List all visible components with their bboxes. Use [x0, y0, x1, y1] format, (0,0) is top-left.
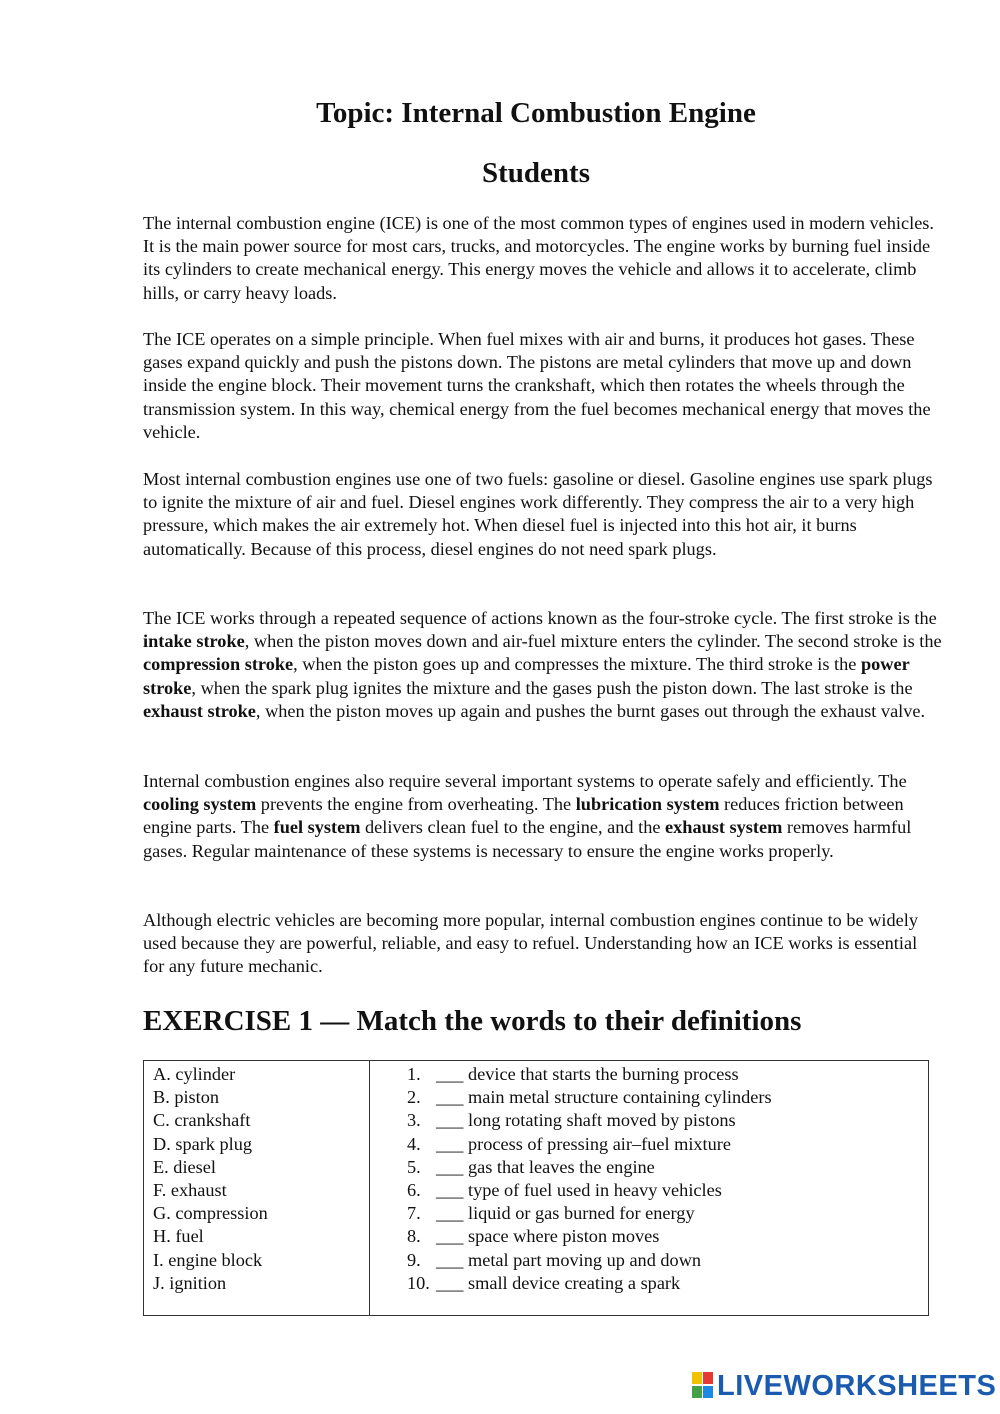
text-run: Internal combustion engines also require several important systems to operate safely and efficiently. The — [143, 771, 907, 791]
word-item: I. engine block — [153, 1249, 263, 1270]
definition-number: 8. — [407, 1226, 421, 1247]
text-run: prevents the engine from overheating. The — [256, 794, 576, 815]
definition-text: ___ long rotating shaft moved by pistons — [436, 1110, 736, 1131]
definition-item[interactable] — [407, 1225, 928, 1248]
word-item: E. diesel — [153, 1156, 216, 1177]
matching-table — [143, 1060, 929, 1316]
principle-paragraph — [143, 328, 943, 444]
text-run: The internal combustion engine (ICE) is one of the most common types of engines used in modern vehicles. It is the main power source for most cars, trucks, and motorcycles. The engine works by burning fuel inside its cylinders to create mechanical energy. This energy moves the vehicle and allows it to accelerate, climb hills, or carry heavy loads. — [143, 213, 934, 303]
page-title: Topic: Internal Combustion Engine — [316, 97, 756, 129]
definition-item[interactable] — [407, 1109, 928, 1132]
definition-number: 10. — [407, 1272, 430, 1293]
text-run: , when the piston moves down and air-fuel mixture enters the cylinder. The second stroke is the — [244, 631, 942, 652]
word-item: B. piston — [153, 1087, 220, 1108]
text-run: Most internal combustion engines use one of two fuels: gasoline or diesel. Gasoline engines use spark plugs to ignite the mixture of air and fuel. Diesel engines work differently. They compress the air to a very high pressure, which makes the air extremely hot. When diesel fuel is injected into this hot air, it burns automatically. Because of this process, diesel engines do not need spark plugs. — [143, 469, 933, 559]
definition-item[interactable] — [407, 1272, 928, 1295]
text-run: The ICE operates on a simple principle. When fuel mixes with air and burns, it produces hot gases. These gases expand quickly and push the pistons down. The pistons are metal cylinders that move up and down inside the engine block. Their movement turns the crankshaft, which then rotates the wheels through the transmission system. In this way, chemical energy from the fuel becomes mechanical energy that moves the vehicle. — [143, 329, 931, 442]
bold-term: cooling system — [143, 794, 257, 815]
definition-item[interactable] — [407, 1202, 928, 1225]
bold-term: compression stroke — [143, 654, 294, 675]
intro-paragraph — [143, 212, 943, 305]
logo-text: LIVEWORKSHEETS — [717, 1370, 997, 1402]
definition-text: ___ type of fuel used in heavy vehicles — [436, 1179, 722, 1200]
definition-text: ___ small device creating a spark — [436, 1272, 681, 1293]
bold-term: exhaust system — [665, 817, 783, 838]
definition-item[interactable] — [407, 1086, 928, 1109]
liveworksheets-logo[interactable] — [692, 1371, 996, 1401]
definition-text: ___ liquid or gas burned for energy — [436, 1203, 695, 1224]
exercise-1-heading: EXERCISE 1 — Match the words to their definitions — [143, 1005, 802, 1037]
definition-item[interactable] — [407, 1063, 928, 1086]
definitions-column — [370, 1061, 928, 1315]
definition-text: ___ gas that leaves the engine — [436, 1156, 655, 1177]
text-run: removes harmful gases. Regular maintenance of these systems is necessary to ensure the engine works properly. — [143, 817, 912, 861]
bold-term: power stroke — [143, 654, 910, 698]
word-item: H. fuel — [153, 1226, 204, 1247]
word-item: G. compression — [153, 1203, 268, 1224]
text-run: , when the spark plug ignites the mixture and the gases push the piston down. The last stroke is the — [191, 677, 913, 698]
definition-number: 6. — [407, 1179, 421, 1200]
text-run: , when the piston moves up again and pushes the burnt gases out through the exhaust valve. — [255, 700, 926, 721]
text-run: , when the piston goes up and compresses the mixture. The third stroke is the — [293, 654, 861, 675]
bold-term: exhaust stroke — [143, 700, 256, 721]
definition-item[interactable] — [407, 1179, 928, 1202]
text-run: reduces friction between engine parts. The — [143, 794, 904, 838]
word-item: F. exhaust — [153, 1179, 227, 1200]
definition-number: 2. — [407, 1087, 421, 1108]
definition-text: ___ main metal structure containing cylinders — [436, 1087, 772, 1108]
bold-term: intake stroke — [143, 631, 245, 652]
definition-number: 1. — [407, 1064, 421, 1084]
definition-number: 4. — [407, 1133, 421, 1154]
word-item: J. ignition — [153, 1272, 227, 1293]
conclusion-paragraph — [143, 909, 943, 979]
definition-item[interactable] — [407, 1156, 928, 1179]
definition-number: 5. — [407, 1156, 421, 1177]
words-column — [144, 1061, 370, 1315]
systems-paragraph — [143, 770, 943, 863]
liveworksheets-logo-icon — [692, 1372, 714, 1400]
definition-item[interactable] — [407, 1249, 928, 1272]
word-item: C. crankshaft — [153, 1110, 251, 1131]
bold-term: lubrication system — [575, 794, 720, 815]
definition-number: 7. — [407, 1203, 421, 1224]
word-item: D. spark plug — [153, 1133, 253, 1154]
fuels-paragraph — [143, 468, 943, 561]
page-subtitle: Students — [482, 157, 590, 189]
definition-text: ___ metal part moving up and down — [436, 1249, 702, 1270]
definition-item[interactable] — [407, 1133, 928, 1156]
definition-number: 3. — [407, 1110, 421, 1131]
bold-term: fuel system — [273, 817, 361, 838]
definition-text: ___ device that starts the burning process — [436, 1064, 739, 1084]
four-stroke-paragraph — [143, 607, 943, 723]
definition-number: 9. — [407, 1249, 421, 1270]
text-run: Although electric vehicles are becoming more popular, internal combustion engines continue to be widely used because they are powerful, reliable, and easy to refuel. Understanding how an ICE works is essential for any future mechanic. — [143, 910, 918, 977]
word-item: A. cylinder — [153, 1064, 236, 1084]
text-run: The ICE works through a repeated sequence of actions known as the four-stroke cycle. The first stroke is the — [143, 608, 937, 628]
text-run: delivers clean fuel to the engine, and the — [360, 817, 666, 838]
definition-text: ___ space where piston moves — [436, 1226, 660, 1247]
definition-text: ___ process of pressing air–fuel mixture — [436, 1133, 731, 1154]
